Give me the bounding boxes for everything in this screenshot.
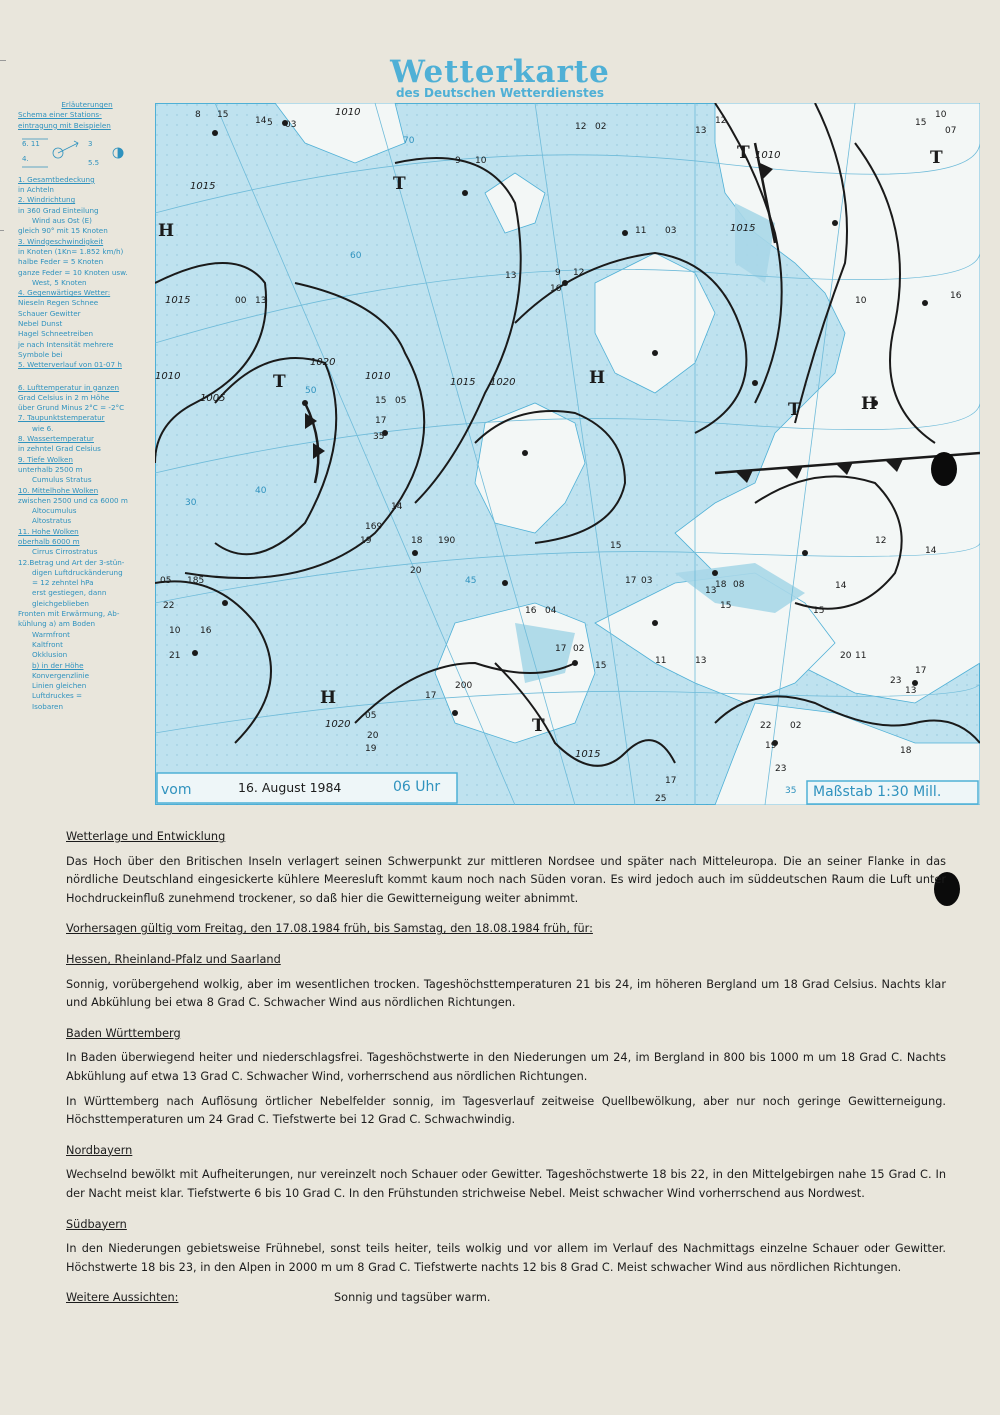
- station-value: 12: [715, 116, 727, 126]
- station-value: 22: [163, 601, 175, 611]
- legend-line: je nach Intensität mehrere: [18, 339, 114, 349]
- station-value: 05: [365, 711, 377, 721]
- low-pressure-label: T: [930, 148, 943, 168]
- station-value: 11: [655, 656, 667, 666]
- legend-line: 6. Lufttemperatur in ganzen: [18, 382, 120, 392]
- legend-line: Linien gleichen: [32, 681, 87, 691]
- station-value: 17: [425, 691, 437, 701]
- station-value: 20: [367, 731, 379, 741]
- station-value: 13: [505, 271, 517, 281]
- station-value: 23: [775, 764, 787, 774]
- legend-line: in Achteln: [18, 185, 54, 195]
- low-pressure-label: T: [393, 174, 406, 194]
- station-value: 13: [695, 126, 707, 136]
- station-value: 03: [285, 120, 297, 130]
- legend-line: Luftdruckes =: [32, 691, 83, 701]
- low-pressure-label: T: [532, 716, 545, 736]
- station-value: 12: [573, 268, 585, 278]
- graticule-label: 35: [785, 786, 797, 796]
- isobar-label: 1015: [575, 749, 601, 760]
- region-paragraph: Sonnig, vorübergehend wolkig, aber im wesentlichen trocken. Tageshöchsttemperaturen 21 bis 24, im höheren Bergland um 18 Grad Celsius. Nachts klar und Abkühlung bei etwa 8 Grad C. Schwacher Wind aus nördlichen Richtungen.: [66, 977, 946, 1010]
- punch-hole: [931, 452, 957, 486]
- region-paragraph: In den Niederungen gebietsweise Frühnebel, sonst teils heiter, teils wolkig und vor allem im Verlauf des Nachmittags einzelne Schauer oder Gewitter. Höchstwerte 18 bis 23, in den Alpen in 2000 m um 8 Grad C. Tiefstwerte nachts 12 bis 8 Grad C. Meist schwacher Wind aus nördlichen Richtungen.: [66, 1242, 946, 1274]
- legend-panel: [18, 100, 156, 712]
- station-value: 03: [665, 226, 677, 236]
- station-value: 02: [573, 644, 585, 654]
- station-value: 9: [455, 156, 461, 166]
- legend-line: 7. Taupunktstemperatur: [18, 413, 105, 423]
- station-value: 11: [855, 651, 867, 661]
- graticule-label: 40: [255, 486, 267, 496]
- legend-line: Symbole bei: [18, 349, 63, 359]
- legend-line: Fronten mit Erwärmung, Ab-: [18, 609, 120, 619]
- forecast-validity: Vorhersagen gültig vom Freitag, den 17.08.1984 früh, bis Samstag, den 18.08.1984 früh, für:: [66, 922, 593, 936]
- legend-line: 9. Tiefe Wolken: [18, 454, 73, 464]
- legend-line: halbe Feder = 5 Knoten: [18, 257, 104, 267]
- graticule-label: 30: [185, 498, 197, 508]
- station-value: 185: [187, 576, 205, 586]
- station-value: 15: [610, 541, 622, 551]
- svg-text:4.: 4.: [22, 154, 29, 163]
- station-value: 16: [525, 606, 537, 616]
- legend-line: ganze Feder = 10 Knoten usw.: [18, 267, 128, 277]
- map-date: 16. August 1984: [238, 780, 342, 795]
- page-mark: [0, 230, 4, 231]
- legend-line: wie 6.: [32, 423, 54, 433]
- legend-line: gleichgeblieben: [32, 598, 89, 608]
- legend-line: unterhalb 2500 m: [18, 464, 83, 474]
- station-value: 17: [665, 776, 677, 786]
- station-value: 15: [375, 396, 387, 406]
- isobar-label: 1020: [325, 719, 351, 730]
- legend-line: Cirrus Cirrostratus: [32, 547, 98, 557]
- legend-line: 3. Windgeschwindigkeit: [18, 236, 104, 246]
- high-pressure-label: H: [320, 688, 337, 708]
- isobar-label: 1010: [365, 371, 391, 382]
- station-value: 12: [575, 122, 587, 132]
- station-value: 10: [935, 110, 947, 120]
- station-value: 13: [705, 586, 717, 596]
- legend-line: Hagel Schneetreiben: [18, 329, 94, 339]
- legend-line: 11. Hohe Wolken: [18, 526, 79, 536]
- legend-line: in 360 Grad Einteilung: [18, 205, 99, 215]
- region-heading: Baden Württemberg: [66, 1026, 181, 1040]
- station-value: 15: [813, 606, 825, 616]
- low-pressure-label: T: [737, 143, 750, 163]
- isobar-label: 1005: [200, 393, 226, 404]
- station-value: 16: [200, 626, 212, 636]
- legend-line: 4. Gegenwärtiges Wetter:: [18, 288, 111, 298]
- legend-line: gleich 90° mit 15 Knoten: [18, 226, 108, 236]
- legend-line: Isobaren: [32, 701, 64, 711]
- station-value: 17: [625, 576, 637, 586]
- section-heading: Wetterlage und Entwicklung: [66, 830, 226, 843]
- station-value: 13: [905, 686, 917, 696]
- legend-line: West, 5 Knoten: [32, 277, 87, 287]
- legend-line: digen Luftdruckänderung: [32, 567, 123, 577]
- svg-text:6. 11: 6. 11: [22, 139, 40, 148]
- legend-line: in zehntel Grad Celsius: [18, 444, 101, 454]
- station-value: 03: [641, 576, 653, 586]
- legend-line: 8. Wassertemperatur: [18, 434, 94, 444]
- station-value: 10: [169, 626, 181, 636]
- weather-map-svg: [155, 103, 980, 805]
- isobar-label: 1020: [310, 357, 336, 368]
- station-value: 04: [545, 606, 557, 616]
- station-value: 20: [410, 566, 422, 576]
- isobar-label: 1015: [190, 181, 216, 192]
- isobar-label: 1010: [155, 371, 181, 382]
- station-value: 35: [373, 432, 385, 442]
- legend-line: Kaltfront: [32, 639, 63, 649]
- legend-line: b) in der Höhe: [32, 660, 84, 670]
- station-value: 15: [217, 110, 229, 120]
- legend-line: 12.Betrag und Art der 3-stün-: [18, 557, 125, 567]
- station-value: 19: [360, 536, 372, 546]
- station-value: 15: [595, 661, 607, 671]
- station-schema-icon: [18, 131, 148, 175]
- station-value: 200: [455, 681, 473, 691]
- legend-line: 10. Mittelhohe Wolken: [18, 485, 99, 495]
- legend-line: Schauer Gewitter: [18, 308, 81, 318]
- region-paragraph: In Baden überwiegend heiter und niederschlagsfrei. Tageshöchstwerte in den Niederungen um 24, im Bergland in 800 bis 1000 m um 18 Grad C. Nachts Abkühlung auf etwa 13 Grad C. Schwacher Wind, vorherrschend aus nördlichen Richtungen.: [66, 1051, 946, 1083]
- station-value: 00: [235, 296, 247, 306]
- station-value: 18: [900, 746, 912, 756]
- page-title: Wetterkarte: [390, 54, 610, 90]
- legend-trend-glyphs: [18, 371, 156, 383]
- station-value: 190: [438, 536, 456, 546]
- legend-line: erst gestiegen, dann: [32, 588, 107, 598]
- station-value: 5: [267, 118, 273, 128]
- isobar-label: 1015: [730, 223, 756, 234]
- station-value: 17: [555, 644, 567, 654]
- legend-line: Wind aus Ost (E): [32, 216, 92, 226]
- station-value: 14: [835, 581, 847, 591]
- page-mark: [0, 60, 6, 61]
- station-value: 14: [925, 546, 937, 556]
- legend-line: Warmfront: [32, 629, 70, 639]
- station-value: 18: [715, 580, 727, 590]
- station-value: 22: [760, 721, 772, 731]
- station-value: 12: [875, 536, 887, 546]
- station-value: 25: [655, 794, 667, 804]
- station-value: 15: [915, 118, 927, 128]
- graticule-label: 60: [350, 251, 362, 261]
- isobar-label: 1015: [450, 377, 476, 388]
- isobar-label: 1015: [165, 295, 191, 306]
- high-pressure-label: H: [861, 394, 878, 414]
- legend-line: = 12 zehntel hPa: [32, 578, 94, 588]
- date-prefix: vom: [161, 782, 192, 798]
- legend-line: kühlung a) am Boden: [18, 619, 96, 629]
- map-scale: Maßstab 1:30 Mill.: [813, 784, 942, 800]
- legend-line: Schema einer Stations-: [18, 110, 102, 120]
- station-value: 21: [169, 651, 181, 661]
- svg-text:3: 3: [88, 139, 93, 148]
- station-value: 16: [550, 284, 562, 294]
- station-value: 10: [855, 296, 867, 306]
- station-value: 16: [950, 291, 962, 301]
- station-value: 02: [595, 122, 607, 132]
- station-value: 13: [695, 656, 707, 666]
- legend-line: über Grund Minus 2°C = -2°C: [18, 403, 125, 413]
- legend-title: Erläuterungen: [61, 100, 113, 109]
- weather-map: [155, 103, 980, 805]
- situation-paragraph: Das Hoch über den Britischen Inseln verlagert seinen Schwerpunkt zur mittleren Nordsee und später nach Mitteleuropa. Die an seiner Flanke in das nördliche Deutschland eingesickerte kühlere Meeresluft kommt kaum noch nach Süden voran. Es wird jedoch auch im süddeutschen Raum die Luft unter Hochdruckeinfluß zunehmend trockener, so daß hier die Gewitterneigung weiter abnimmt.: [66, 854, 946, 905]
- region-paragraph: In Württemberg nach Auflösung örtlicher Nebelfelder sonnig, im Tagesverlauf zeitweise Quellbewölkung, aber nur noch geringe Gewitterneigung. Höchsttemperaturen um 24 Grad C. Tiefstwerte bei 12 Grad C. Schwachwindig.: [66, 1094, 946, 1127]
- station-value: 05: [160, 576, 172, 586]
- region-heading: Hessen, Rheinland-Pfalz und Saarland: [66, 952, 281, 966]
- station-value: 14: [255, 116, 267, 126]
- legend-line: Okklusion: [32, 650, 68, 660]
- isobar-label: 1010: [335, 107, 361, 118]
- legend-line: 5. Wetterverlauf von 01-07 h: [18, 360, 122, 370]
- outlook-row: [66, 1289, 946, 1308]
- legend-line: Nebel Dunst: [18, 319, 63, 329]
- station-value: 8: [195, 110, 201, 120]
- legend-line: eintragung mit Beispielen: [18, 120, 111, 130]
- station-value: 10: [475, 156, 487, 166]
- high-pressure-label: H: [589, 368, 606, 388]
- station-value: 17: [375, 416, 387, 426]
- legend-example-glyphs: [18, 131, 156, 175]
- legend-line: Cumulus Stratus: [32, 475, 92, 485]
- legend-line: 2. Windrichtung: [18, 195, 76, 205]
- legend-line: zwischen 2500 und ca 6000 m: [18, 495, 128, 505]
- legend-line: Altostratus: [32, 516, 72, 526]
- station-value: 14: [391, 502, 403, 512]
- legend-line: in Knoten (1Kn= 1.852 km/h): [18, 246, 124, 256]
- legend-line: oberhalb 6000 m: [18, 536, 80, 546]
- station-value: 18: [411, 536, 423, 546]
- isobar-label: 1010: [755, 150, 781, 161]
- legend-line: Altocumulus: [32, 506, 77, 516]
- station-value: 23: [890, 676, 902, 686]
- legend-line: 1. Gesamtbedeckung: [18, 174, 95, 184]
- page-subtitle: des Deutschen Wetterdienstes: [395, 86, 605, 100]
- station-value: 13: [255, 296, 267, 306]
- legend-line: Konvergenzlinie: [32, 670, 90, 680]
- station-value: 08: [733, 580, 745, 590]
- outlook-text: Sonnig und tagsüber warm.: [334, 1291, 491, 1305]
- station-value: 19: [765, 741, 777, 751]
- outlook-heading: Weitere Aussichten:: [66, 1291, 179, 1305]
- graticule-label: 45: [465, 576, 477, 586]
- station-value: 07: [945, 126, 957, 136]
- station-value: 9: [555, 268, 561, 278]
- region-heading: Südbayern: [66, 1217, 127, 1231]
- station-value: 15: [720, 601, 732, 611]
- forecast-text: [66, 828, 946, 1308]
- graticule-label: 50: [305, 386, 317, 396]
- low-pressure-label: T: [788, 400, 801, 420]
- station-value: 20: [840, 651, 852, 661]
- station-value: 17: [915, 666, 927, 676]
- high-pressure-label: H: [158, 221, 175, 241]
- region-heading: Nordbayern: [66, 1143, 133, 1157]
- station-value: 169: [365, 522, 383, 532]
- legend-line: Nieseln Regen Schnee: [18, 298, 99, 308]
- legend-line: Grad Celsius in 2 m Höhe: [18, 392, 110, 402]
- isobar-label: 1020: [490, 377, 516, 388]
- station-value: 05: [395, 396, 407, 406]
- station-value: 02: [790, 721, 802, 731]
- region-paragraph: Wechselnd bewölkt mit Aufheiterungen, nur vereinzelt noch Schauer oder Gewitter. Tageshöchstwerte 18 bis 22, in den Mittelgebirgen nahe 15 Grad C. In der Nacht meist klar. Tiefstwerte 6 bis 10 Grad C. In den Frühstunden strichweise Nebel. Meist schwacher Wind vorherrschend aus Nordwest.: [66, 1168, 946, 1200]
- map-time: 06 Uhr: [393, 779, 441, 795]
- station-value: 11: [635, 226, 647, 236]
- station-value: 19: [365, 744, 377, 754]
- low-pressure-label: T: [273, 372, 286, 392]
- graticule-label: 70: [403, 136, 415, 146]
- svg-text:5.5: 5.5: [88, 158, 100, 167]
